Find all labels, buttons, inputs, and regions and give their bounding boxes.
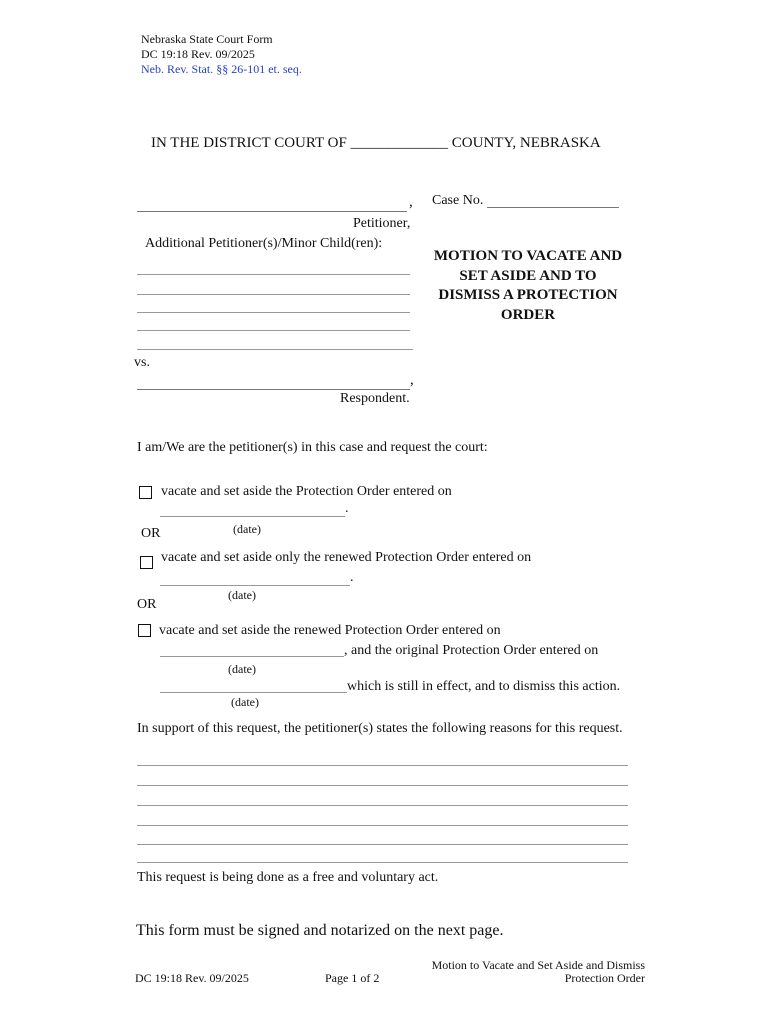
option3-original-date-label: (date) bbox=[231, 695, 259, 709]
option2-text: vacate and set aside only the renewed Protection Order entered on bbox=[161, 550, 532, 565]
option3-text-line1: vacate and set aside the renewed Protection Order entered on bbox=[159, 623, 501, 638]
form-name: Nebraska State Court Form bbox=[141, 32, 273, 46]
option2-period: . bbox=[350, 570, 354, 585]
option3-renewed-date-label: (date) bbox=[228, 662, 256, 676]
option2-date-line[interactable] bbox=[160, 585, 350, 586]
additional-petitioner-line-3[interactable] bbox=[137, 312, 410, 313]
option2-date-label: (date) bbox=[228, 588, 256, 602]
footer-page-number: Page 1 of 2 bbox=[325, 971, 380, 985]
court-heading bbox=[151, 135, 601, 152]
petitioner-comma: , bbox=[409, 194, 413, 210]
additional-petitioner-line-5[interactable] bbox=[137, 349, 413, 350]
reason-line-4[interactable] bbox=[137, 825, 628, 826]
statute-link[interactable]: Neb. Rev. Stat. §§ 26-101 et. seq. bbox=[141, 62, 302, 76]
reason-line-1[interactable] bbox=[137, 765, 628, 766]
reason-line-6[interactable] bbox=[137, 862, 628, 863]
or-label-1: OR bbox=[141, 526, 161, 541]
option1-date-label: (date) bbox=[233, 522, 261, 536]
voluntary-statement: This request is being done as a free and voluntary act. bbox=[137, 870, 439, 885]
option1-checkbox[interactable] bbox=[139, 486, 152, 499]
notarize-notice: This form must be signed and notarized on the next page. bbox=[136, 922, 504, 939]
option1-period: . bbox=[345, 501, 349, 516]
additional-petitioner-line-2[interactable] bbox=[137, 294, 410, 295]
option2-checkbox[interactable] bbox=[140, 556, 153, 569]
option1-date-line[interactable] bbox=[160, 516, 345, 517]
option3-checkbox[interactable] bbox=[138, 624, 151, 637]
court-prefix: IN THE DISTRICT COURT OF bbox=[151, 135, 347, 151]
reason-line-2[interactable] bbox=[137, 785, 628, 786]
respondent-name-line[interactable] bbox=[137, 389, 410, 390]
court-suffix: COUNTY, NEBRASKA bbox=[451, 135, 601, 151]
vs-label: vs. bbox=[134, 355, 150, 370]
footer-form-number: DC 19:18 Rev. 09/2025 bbox=[135, 971, 249, 985]
reason-line-3[interactable] bbox=[137, 805, 628, 806]
document-title: MOTION TO VACATE AND SET ASIDE AND TO DISMISS A PROTECTION ORDER bbox=[433, 248, 623, 323]
case-no-field[interactable] bbox=[487, 207, 619, 208]
footer-form-title: Motion to Vacate and Set Aside and Dismiss Protection Order bbox=[431, 958, 645, 985]
additional-petitioners-label: Additional Petitioner(s)/Minor Child(ren): bbox=[145, 236, 383, 251]
petitioner-name-line[interactable] bbox=[137, 211, 407, 212]
request-intro: I am/We are the petitioner(s) in this case and request the court: bbox=[137, 440, 488, 455]
option3-renewed-date-line[interactable] bbox=[160, 656, 344, 657]
respondent-comma: , bbox=[410, 372, 414, 388]
option3-text-line3: which is still in effect, and to dismiss this action. bbox=[347, 679, 621, 694]
additional-petitioner-line-1[interactable] bbox=[137, 274, 410, 275]
option3-original-date-line[interactable] bbox=[160, 692, 347, 693]
option3-text-line2: , and the original Protection Order entered on bbox=[344, 643, 599, 658]
reasons-intro: In support of this request, the petitioner(s) states the following reasons for this request. bbox=[137, 721, 623, 736]
reason-line-5[interactable] bbox=[137, 844, 628, 845]
respondent-label: Respondent. bbox=[340, 391, 410, 406]
option1-text: vacate and set aside the Protection Order entered on bbox=[161, 484, 452, 499]
form-number: DC 19:18 Rev. 09/2025 bbox=[141, 47, 255, 61]
additional-petitioner-line-4[interactable] bbox=[137, 330, 410, 331]
case-no-label: Case No. bbox=[432, 193, 484, 208]
petitioner-label: Petitioner, bbox=[353, 216, 411, 231]
or-label-2: OR bbox=[137, 597, 157, 612]
county-field[interactable]: _____________ bbox=[350, 135, 449, 151]
